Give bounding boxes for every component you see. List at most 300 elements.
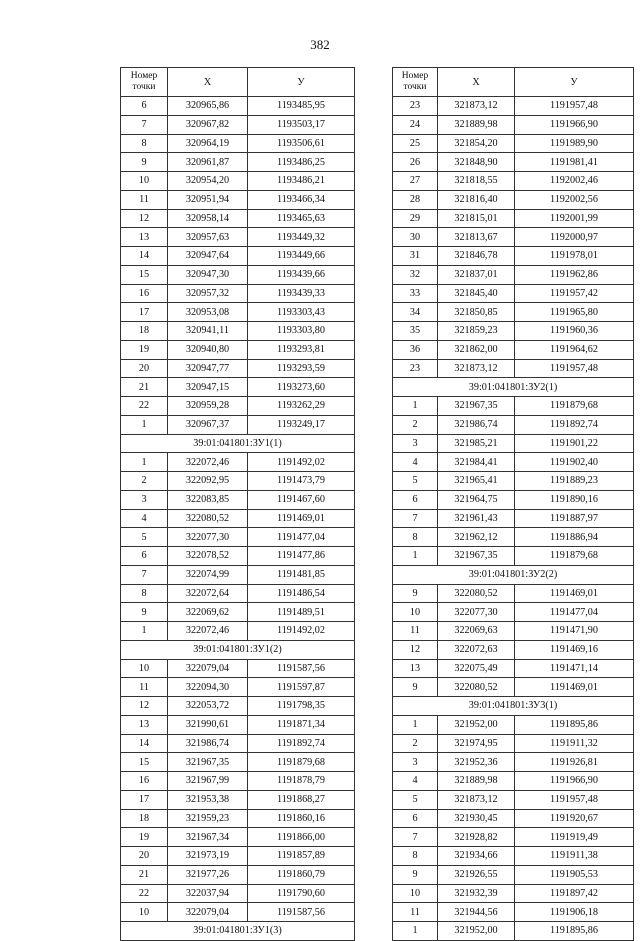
x-cell: 322077,30 [168,528,248,547]
x-cell: 320953,08 [168,303,248,322]
point-number-cell: 16 [121,284,168,303]
x-cell: 321986,74 [438,415,515,434]
point-number-cell: 21 [121,378,168,397]
y-cell: 1192002,46 [515,172,634,191]
table-row [121,415,355,434]
y-cell: 1192001,99 [515,209,634,228]
point-number-cell: 25 [393,134,438,153]
table-row [393,847,634,866]
y-cell: 1191481,85 [248,565,355,584]
y-cell: 1191798,35 [248,697,355,716]
point-number-cell: 22 [121,397,168,416]
point-number-cell: 36 [393,340,438,359]
point-number-cell: 6 [393,809,438,828]
x-cell: 322072,64 [168,584,248,603]
y-cell: 1191492,02 [248,622,355,641]
x-cell: 322080,52 [438,678,515,697]
section-title: 39:01:041801:ЗУ1(3) [121,922,355,941]
x-cell: 321959,23 [168,809,248,828]
x-cell: 321990,61 [168,715,248,734]
point-number-cell: 8 [393,847,438,866]
y-cell: 1191887,97 [515,509,634,528]
y-cell: 1193465,63 [248,209,355,228]
x-cell: 320954,20 [168,172,248,191]
y-cell: 1191895,86 [515,922,634,941]
table-row [121,603,355,622]
x-cell: 321964,75 [438,490,515,509]
point-number-cell: 10 [121,659,168,678]
y-cell: 1191860,79 [248,865,355,884]
point-number-cell: 35 [393,322,438,341]
point-number-cell: 19 [121,828,168,847]
header-x: Х [168,68,248,97]
table-row [393,922,634,941]
x-cell: 322069,63 [438,622,515,641]
table-row [393,509,634,528]
x-cell: 320951,94 [168,190,248,209]
x-cell: 321934,66 [438,847,515,866]
x-cell: 322069,62 [168,603,248,622]
point-number-cell: 1 [393,715,438,734]
point-number-cell: 8 [121,584,168,603]
x-cell: 322094,30 [168,678,248,697]
y-cell: 1191879,68 [248,753,355,772]
point-number-cell: 29 [393,209,438,228]
y-cell: 1193439,66 [248,265,355,284]
point-number-cell: 18 [121,322,168,341]
table-row [121,659,355,678]
point-number-cell: 7 [121,565,168,584]
point-number-cell: 22 [121,884,168,903]
y-cell: 1193303,43 [248,303,355,322]
table-row [393,903,634,922]
y-cell: 1191960,36 [515,322,634,341]
table-row [393,715,634,734]
y-cell: 1191966,90 [515,772,634,791]
point-number-cell: 2 [393,415,438,434]
point-number-cell: 6 [121,97,168,116]
y-cell: 1191871,34 [248,715,355,734]
point-number-cell: 12 [393,640,438,659]
x-cell: 321973,19 [168,847,248,866]
point-number-cell: 7 [393,828,438,847]
y-cell: 1191469,01 [515,584,634,603]
point-number-cell: 5 [393,472,438,491]
x-cell: 321930,45 [438,809,515,828]
point-number-cell: 15 [121,753,168,772]
x-cell: 320947,30 [168,265,248,284]
y-cell: 1191471,90 [515,622,634,641]
x-cell: 321967,35 [438,397,515,416]
y-cell: 1193439,33 [248,284,355,303]
table-row [393,622,634,641]
table-row [121,490,355,509]
table-row [393,865,634,884]
point-number-cell: 3 [393,753,438,772]
header-y: У [515,68,634,97]
point-number-cell: 33 [393,284,438,303]
section-row [121,922,355,941]
y-cell: 1191469,01 [248,509,355,528]
point-number-cell: 5 [121,528,168,547]
y-cell: 1191469,16 [515,640,634,659]
y-cell: 1192000,97 [515,228,634,247]
header-point-number: Номер точки [393,68,438,97]
x-cell: 320965,86 [168,97,248,116]
x-cell: 321926,55 [438,865,515,884]
x-cell: 321952,36 [438,753,515,772]
x-cell: 322072,46 [168,622,248,641]
header-y: У [248,68,355,97]
x-cell: 322079,04 [168,903,248,922]
x-cell: 321932,39 [438,884,515,903]
y-cell: 1191920,67 [515,809,634,828]
point-number-cell: 21 [121,865,168,884]
table-row [393,734,634,753]
y-cell: 1193486,25 [248,153,355,172]
point-number-cell: 17 [121,303,168,322]
header-point-number: Номер точки [121,68,168,97]
x-cell: 321965,41 [438,472,515,491]
x-cell: 321962,12 [438,528,515,547]
table-row [121,622,355,641]
y-cell: 1191879,68 [515,397,634,416]
point-number-cell: 17 [121,790,168,809]
x-cell: 321815,01 [438,209,515,228]
y-cell: 1191957,42 [515,284,634,303]
table-row [121,809,355,828]
table-row [121,378,355,397]
y-cell: 1193486,21 [248,172,355,191]
y-cell: 1191902,40 [515,453,634,472]
y-cell: 1191906,18 [515,903,634,922]
y-cell: 1193449,32 [248,228,355,247]
x-cell: 322080,52 [168,509,248,528]
table-row [393,453,634,472]
y-cell: 1191886,94 [515,528,634,547]
table-row [121,828,355,847]
x-cell: 322037,94 [168,884,248,903]
y-cell: 1193466,34 [248,190,355,209]
x-cell: 322079,04 [168,659,248,678]
y-cell: 1191892,74 [248,734,355,753]
point-number-cell: 9 [121,603,168,622]
point-number-cell: 14 [121,734,168,753]
table-row [393,284,634,303]
table-row [121,847,355,866]
point-number-cell: 18 [121,809,168,828]
table-row [121,172,355,191]
y-cell: 1191469,01 [515,678,634,697]
x-cell: 320967,82 [168,115,248,134]
table-row [121,284,355,303]
point-number-cell: 9 [393,678,438,697]
y-cell: 1193249,17 [248,415,355,434]
y-cell: 1191957,48 [515,359,634,378]
table-body-left [121,97,355,941]
y-cell: 1191471,14 [515,659,634,678]
x-cell: 321967,34 [168,828,248,847]
x-cell: 321816,40 [438,190,515,209]
point-number-cell: 4 [121,509,168,528]
y-cell: 1193485,95 [248,97,355,116]
y-cell: 1191966,90 [515,115,634,134]
x-cell: 321974,95 [438,734,515,753]
point-number-cell: 11 [393,903,438,922]
x-cell: 322053,72 [168,697,248,716]
y-cell: 1191926,81 [515,753,634,772]
point-number-cell: 9 [393,584,438,603]
table-row [121,528,355,547]
table-row [121,228,355,247]
header-x: Х [438,68,515,97]
x-cell: 321889,98 [438,772,515,791]
section-row [121,434,355,453]
table-row [121,734,355,753]
table-row [393,190,634,209]
table-row [121,547,355,566]
table-row [393,528,634,547]
table-row [121,565,355,584]
table-row [393,678,634,697]
point-number-cell: 10 [121,903,168,922]
table-row [393,640,634,659]
table-row [121,209,355,228]
y-cell: 1191911,32 [515,734,634,753]
section-title: 39:01:041801:ЗУ3(1) [393,697,634,716]
table-row [121,884,355,903]
point-number-cell: 20 [121,359,168,378]
table-row [393,209,634,228]
y-cell: 1193506,61 [248,134,355,153]
y-cell: 1193293,81 [248,340,355,359]
table-row [393,809,634,828]
point-number-cell: 7 [121,115,168,134]
point-number-cell: 27 [393,172,438,191]
section-title: 39:01:041801:ЗУ2(2) [393,565,634,584]
table-row [121,509,355,528]
point-number-cell: 14 [121,247,168,266]
x-cell: 321952,00 [438,715,515,734]
y-cell: 1191587,56 [248,659,355,678]
y-cell: 1191889,23 [515,472,634,491]
x-cell: 321837,01 [438,265,515,284]
table-row [393,884,634,903]
x-cell: 322077,30 [438,603,515,622]
point-number-cell: 23 [393,359,438,378]
section-title: 39:01:041801:ЗУ1(1) [121,434,355,453]
x-cell: 321928,82 [438,828,515,847]
y-cell: 1191957,48 [515,790,634,809]
table-row [393,115,634,134]
y-cell: 1191473,79 [248,472,355,491]
table-row [393,397,634,416]
point-number-cell: 1 [121,622,168,641]
table-row [393,322,634,341]
y-cell: 1191962,86 [515,265,634,284]
table-row [393,434,634,453]
x-cell: 321845,40 [438,284,515,303]
x-cell: 321813,67 [438,228,515,247]
table-row [121,322,355,341]
point-number-cell: 9 [393,865,438,884]
table-row [121,584,355,603]
section-row [393,697,634,716]
table-row [121,134,355,153]
table-row [393,340,634,359]
point-number-cell: 34 [393,303,438,322]
y-cell: 1191890,16 [515,490,634,509]
point-number-cell: 13 [121,715,168,734]
y-cell: 1191895,86 [515,715,634,734]
table-row [393,415,634,434]
table-row [121,265,355,284]
table-row [121,190,355,209]
point-number-cell: 12 [121,697,168,716]
point-number-cell: 1 [121,453,168,472]
point-number-cell: 4 [393,453,438,472]
y-cell: 1191477,04 [248,528,355,547]
table-row [121,472,355,491]
x-cell: 321984,41 [438,453,515,472]
point-number-cell: 6 [393,490,438,509]
x-cell: 321846,78 [438,247,515,266]
page-number: 382 [310,37,330,52]
point-number-cell: 23 [393,97,438,116]
point-number-cell: 31 [393,247,438,266]
table-row [121,97,355,116]
x-cell: 322075,49 [438,659,515,678]
x-cell: 320947,77 [168,359,248,378]
x-cell: 321862,00 [438,340,515,359]
point-number-cell: 8 [393,528,438,547]
table-row [121,453,355,472]
point-number-cell: 7 [393,509,438,528]
point-number-cell: 16 [121,772,168,791]
x-cell: 320940,80 [168,340,248,359]
x-cell: 321967,35 [438,547,515,566]
y-cell: 1191467,60 [248,490,355,509]
y-cell: 1191964,62 [515,340,634,359]
table-row [121,772,355,791]
x-cell: 321850,85 [438,303,515,322]
y-cell: 1191901,22 [515,434,634,453]
x-cell: 321889,98 [438,115,515,134]
x-cell: 320941,11 [168,322,248,341]
y-cell: 1191957,48 [515,97,634,116]
point-number-cell: 11 [121,678,168,697]
y-cell: 1191790,60 [248,884,355,903]
x-cell: 321967,99 [168,772,248,791]
y-cell: 1191878,79 [248,772,355,791]
table-row [393,603,634,622]
y-cell: 1193503,17 [248,115,355,134]
table-header-row [393,68,634,97]
table-row [121,678,355,697]
x-cell: 321944,56 [438,903,515,922]
point-number-cell: 1 [393,397,438,416]
x-cell: 321977,26 [168,865,248,884]
table-row [393,247,634,266]
section-row [393,565,634,584]
table-row [393,228,634,247]
table-row [393,472,634,491]
table-row [121,247,355,266]
table-row [121,715,355,734]
y-cell: 1191965,80 [515,303,634,322]
y-cell: 1191892,74 [515,415,634,434]
y-cell: 1193449,66 [248,247,355,266]
y-cell: 1191489,51 [248,603,355,622]
x-cell: 320957,63 [168,228,248,247]
y-cell: 1191905,53 [515,865,634,884]
table-row [393,790,634,809]
table-row [121,303,355,322]
point-number-cell: 2 [121,472,168,491]
x-cell: 320967,37 [168,415,248,434]
point-number-cell: 6 [121,547,168,566]
table-row [393,753,634,772]
table-row [393,172,634,191]
table-row [121,753,355,772]
table-row [393,490,634,509]
table-row [121,397,355,416]
table-row [121,697,355,716]
x-cell: 320959,28 [168,397,248,416]
point-number-cell: 13 [393,659,438,678]
y-cell: 1191981,41 [515,153,634,172]
section-row [121,640,355,659]
x-cell: 322072,63 [438,640,515,659]
y-cell: 1192002,56 [515,190,634,209]
y-cell: 1193293,59 [248,359,355,378]
y-cell: 1191897,42 [515,884,634,903]
y-cell: 1191857,89 [248,847,355,866]
table-row [393,359,634,378]
point-number-cell: 12 [121,209,168,228]
table-row [393,303,634,322]
table-row [121,865,355,884]
y-cell: 1193303,80 [248,322,355,341]
table-row [121,903,355,922]
coordinates-table-right [392,67,634,941]
x-cell: 322083,85 [168,490,248,509]
table-row [393,828,634,847]
y-cell: 1191866,00 [248,828,355,847]
point-number-cell: 10 [393,884,438,903]
point-number-cell: 10 [121,172,168,191]
x-cell: 321986,74 [168,734,248,753]
section-title: 39:01:041801:ЗУ1(2) [121,640,355,659]
x-cell: 322080,52 [438,584,515,603]
x-cell: 321873,12 [438,790,515,809]
x-cell: 322078,52 [168,547,248,566]
table-row [393,584,634,603]
x-cell: 321985,21 [438,434,515,453]
x-cell: 321967,35 [168,753,248,772]
x-cell: 320947,15 [168,378,248,397]
point-number-cell: 5 [393,790,438,809]
y-cell: 1191597,87 [248,678,355,697]
point-number-cell: 28 [393,190,438,209]
x-cell: 321859,23 [438,322,515,341]
point-number-cell: 11 [393,622,438,641]
table-body-right [393,97,634,941]
point-number-cell: 10 [393,603,438,622]
x-cell: 321961,43 [438,509,515,528]
y-cell: 1191492,02 [248,453,355,472]
y-cell: 1193273,60 [248,378,355,397]
